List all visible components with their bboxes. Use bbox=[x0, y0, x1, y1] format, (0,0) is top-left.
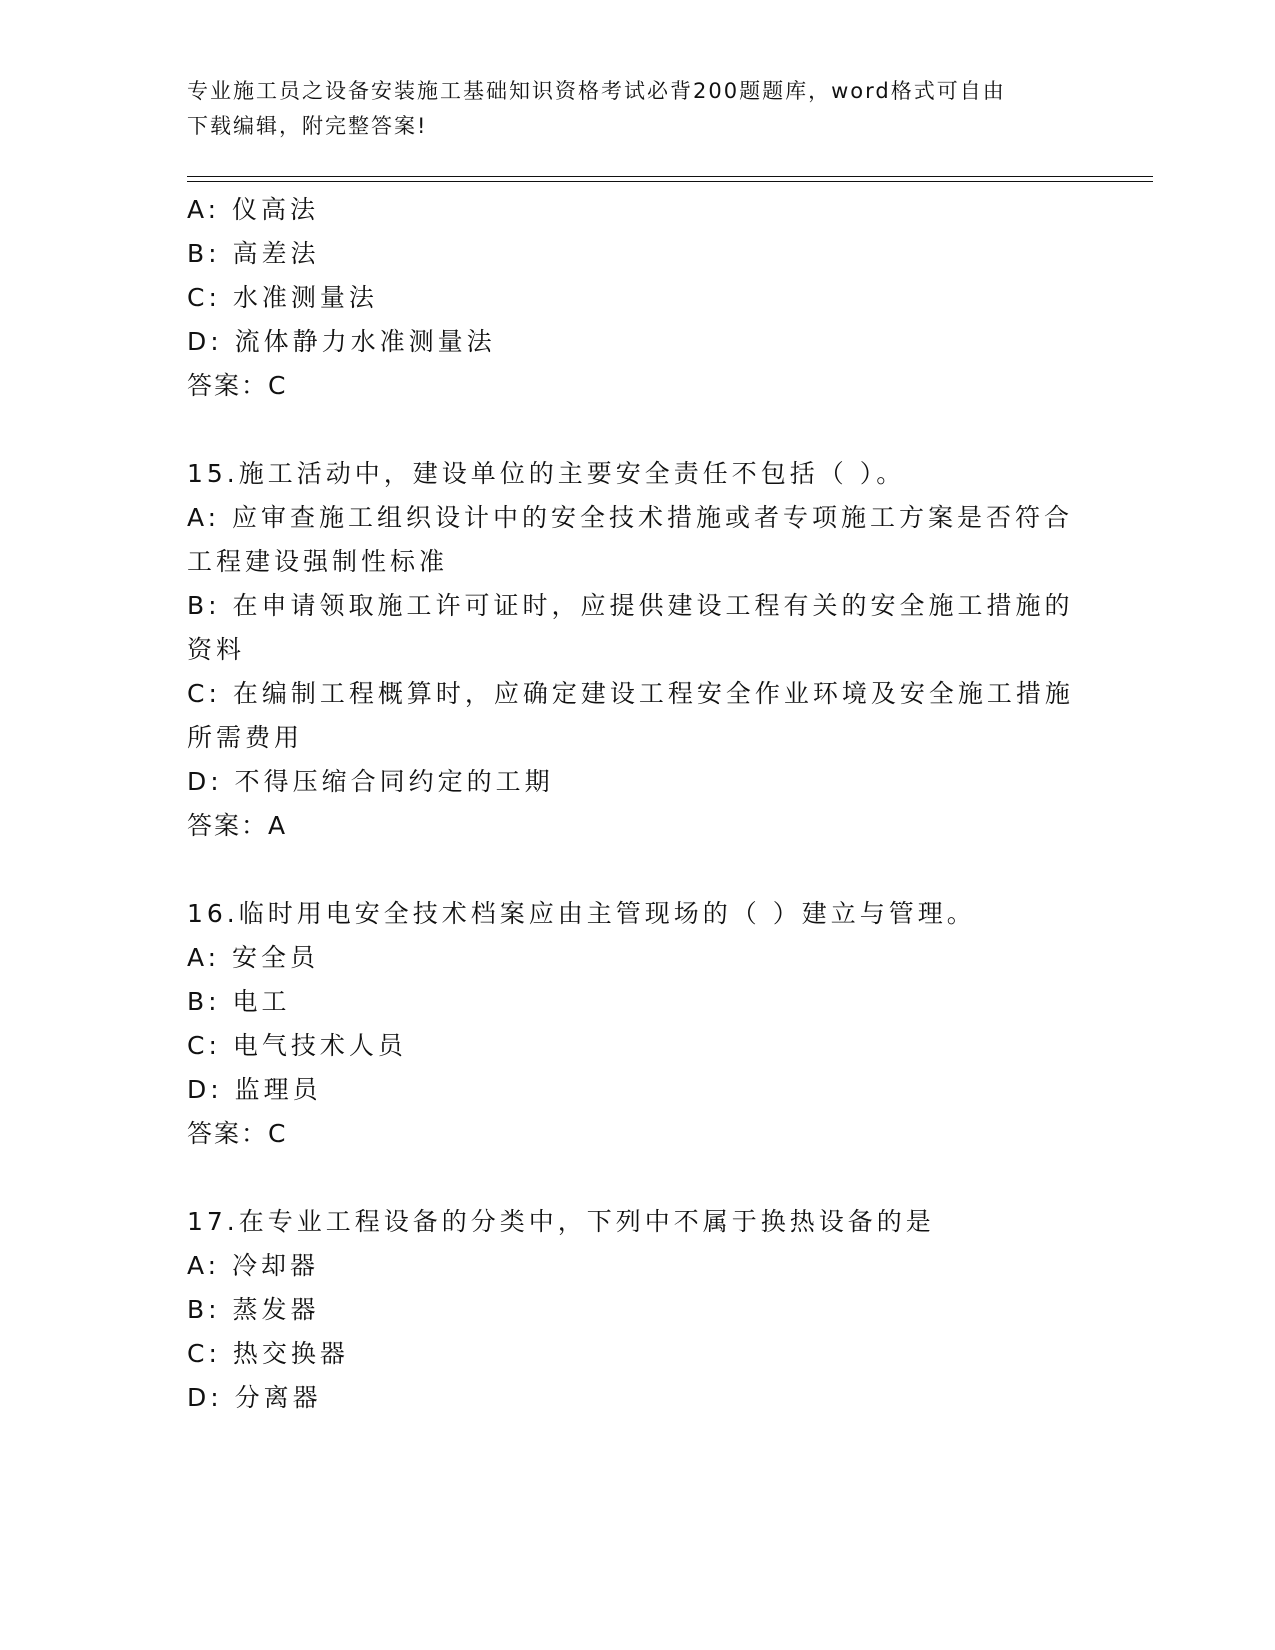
q17-option-a: A: 冷却器 bbox=[187, 1251, 320, 1280]
q17-question: 17.在专业工程设备的分类中，下列中不属于换热设备的是 bbox=[187, 1207, 935, 1236]
q16-option-d: D: 监理员 bbox=[187, 1075, 322, 1104]
q17-option-c: C: 热交换器 bbox=[187, 1339, 349, 1368]
q14-option-c: C: 水准测量法 bbox=[187, 283, 378, 312]
q16-option-b: B: 电工 bbox=[187, 987, 291, 1016]
spacer bbox=[187, 848, 1067, 892]
header-rule-bottom bbox=[187, 181, 1153, 182]
header-title-line-1: 专业施工员之设备安装施工基础知识资格考试必背200题题库，word格式可自由 bbox=[187, 79, 1006, 103]
q16-option-c: C: 电气技术人员 bbox=[187, 1031, 407, 1060]
q16-option-a: A: 安全员 bbox=[187, 943, 320, 972]
header-title-line-2: 下载编辑，附完整答案! bbox=[187, 114, 428, 138]
q15-option-b-line-2: 资料 bbox=[187, 635, 246, 664]
q17-option-b: B: 蒸发器 bbox=[187, 1295, 320, 1324]
q16-answer: 答案：C bbox=[187, 1119, 288, 1148]
q14-answer: 答案：C bbox=[187, 371, 288, 400]
spacer bbox=[187, 408, 1067, 452]
q16-question: 16.临时用电安全技术档案应由主管现场的（ ）建立与管理。 bbox=[187, 899, 976, 928]
q14-option-a: A: 仪高法 bbox=[187, 195, 320, 224]
q14-option-b: B: 高差法 bbox=[187, 239, 320, 268]
q15-option-b-line-1: B: 在申请领取施工许可证时，应提供建设工程有关的安全施工措施的 bbox=[187, 591, 1074, 620]
q15-question: 15.施工活动中，建设单位的主要安全责任不包括（ ）。 bbox=[187, 459, 906, 488]
question-list bbox=[187, 188, 1074, 1420]
header-rule-top bbox=[187, 176, 1153, 177]
q15-answer: 答案：A bbox=[187, 811, 288, 840]
q15-option-a-line-1: A: 应审查施工组织设计中的安全技术措施或者专项施工方案是否符合 bbox=[187, 503, 1074, 532]
q15-option-c-line-2: 所需费用 bbox=[187, 723, 304, 752]
document-header bbox=[187, 74, 1087, 144]
q15-option-c-line-1: C: 在编制工程概算时，应确定建设工程安全作业环境及安全施工措施 bbox=[187, 679, 1074, 708]
q14-option-d: D: 流体静力水准测量法 bbox=[187, 327, 496, 356]
spacer bbox=[187, 1156, 1067, 1200]
q15-option-a-line-2: 工程建设强制性标准 bbox=[187, 547, 449, 576]
q17-option-d: D: 分离器 bbox=[187, 1383, 322, 1412]
q15-option-d: D: 不得压缩合同约定的工期 bbox=[187, 767, 554, 796]
